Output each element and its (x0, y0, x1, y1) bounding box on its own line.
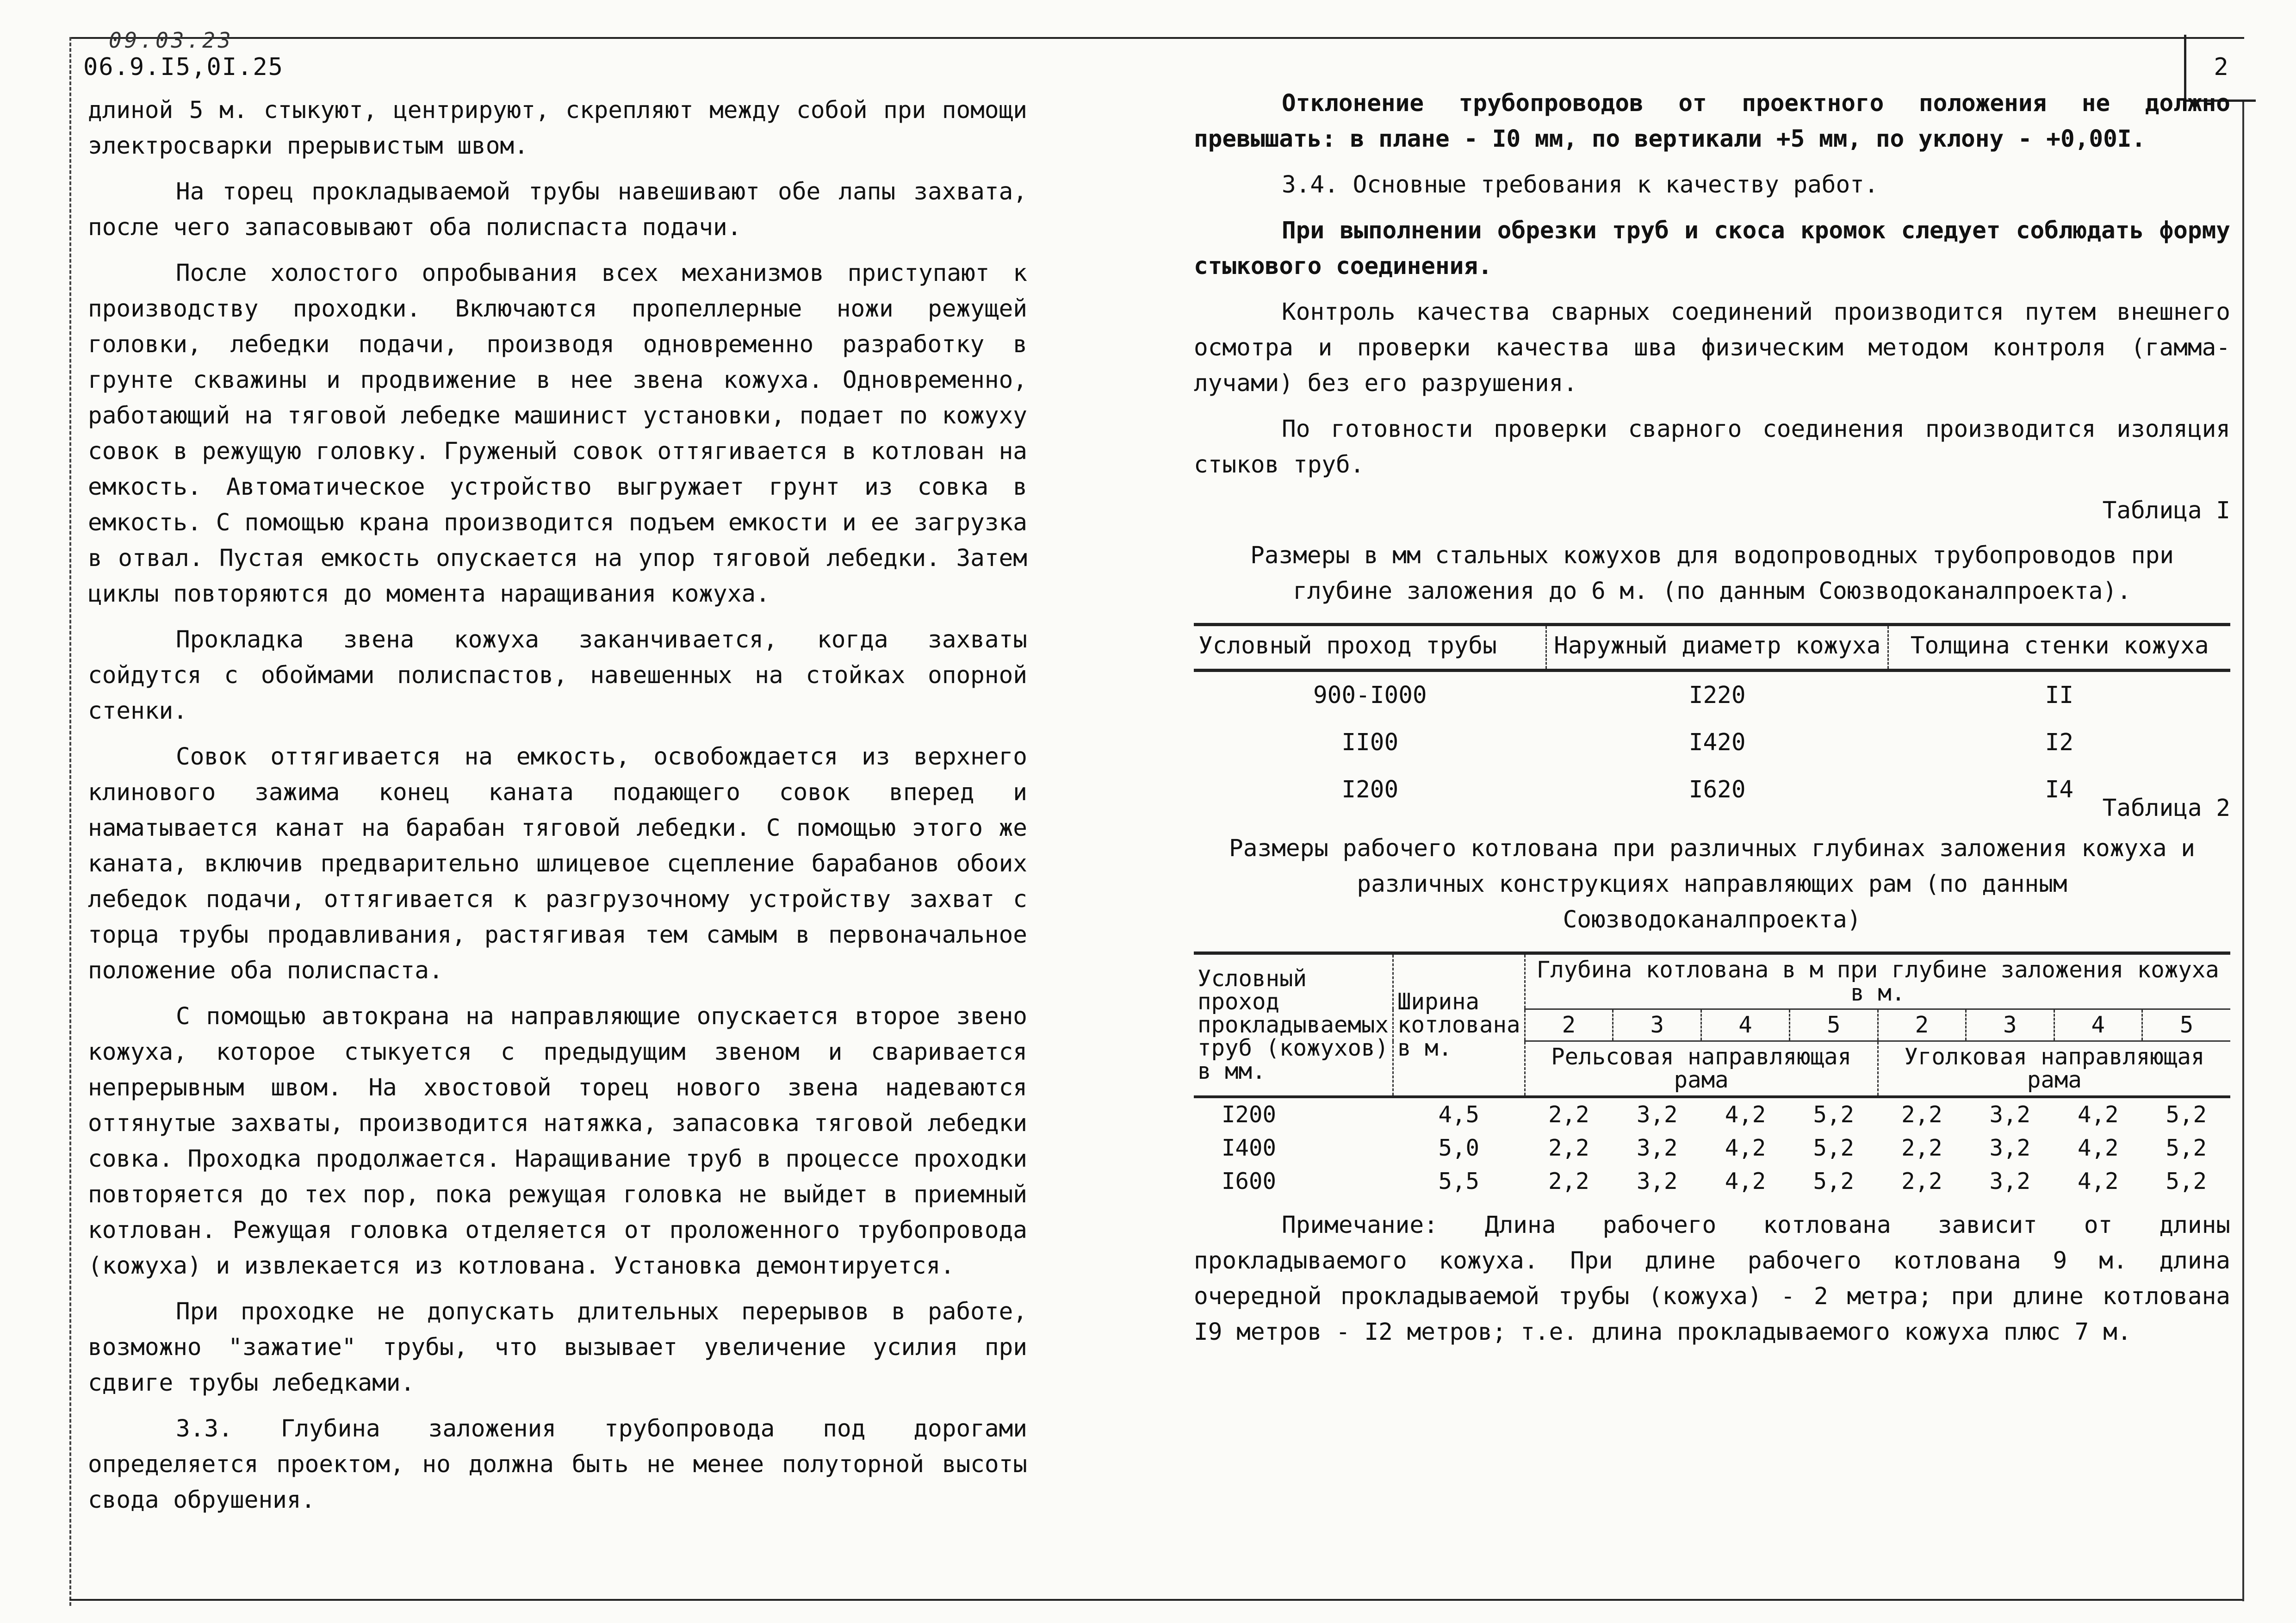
table2-header-diameter: Условный проход прокладываемых труб (кожухов) в мм. (1194, 953, 1393, 1097)
table-cell: 3,2 (1636, 1135, 1678, 1161)
paragraph: На торец прокладываемой трубы навешивают обе лапы захвата, после чего запасовывают оба полиспаста подачи. (88, 178, 1027, 241)
table-cell: I4 (2045, 776, 2074, 803)
table2-label: Таблица 2 (2102, 795, 2230, 822)
frame-top-line (69, 37, 2244, 39)
depth-header: 2 (1525, 1009, 1613, 1041)
table-cell: 2,2 (1901, 1168, 1942, 1194)
left-text-column (88, 93, 1027, 1528)
paragraph: После холостого опробывания всех механизмов приступают к производству проходки. Включаются пропеллерные ножи режущей головки, лебедки подачи, производя одновременно разработку в грунте скважины и продвижение в нее звена кожуха. Одновременно, работающий на тяговой лебедке машинист установки, подает по кожуху совок в режущую головку. Груженый совок оттягивается в котлован на емкость. Автоматическое устройство выгружает грунт из совка в емкость. С помощью крана производится подъем емкости и ее загрузка в отвал. Пустая емкость опускается на упор тяговой лебедки. Затем циклы повторяются до момента наращивания кожуха. (88, 260, 1027, 608)
table-1 (1194, 623, 2230, 814)
table-cell: II (2045, 682, 2074, 709)
table-cell: 3,2 (1636, 1101, 1678, 1128)
frame-bottom-line (69, 1599, 2244, 1601)
table-cell: 2,2 (1901, 1101, 1942, 1128)
document-code: 06.9.I5,0I.25 (83, 53, 284, 81)
paragraph: По готовности проверки сварного соединения производится изоляция стыков труб. (1194, 416, 2230, 479)
table-cell: 5,2 (2166, 1135, 2207, 1161)
table-cell: 4,2 (1725, 1135, 1766, 1161)
table1-header-cell: Наружный диаметр кожуха (1546, 625, 1888, 671)
table-cell: I400 (1222, 1135, 1277, 1161)
table-cell: I420 (1688, 729, 1746, 756)
table-row (1194, 719, 2230, 766)
section-3-4-heading: 3.4. Основные требования к качеству работ. (1282, 171, 1879, 199)
paragraph: длиной 5 м. стыкуют, центрируют, скрепляют между собой при помощи электросварки прерывистым швом. (88, 97, 1027, 160)
paragraph: При выполнении обрезки труб и скоса кромок следует соблюдать форму стыкового соединения. (1194, 217, 2230, 280)
table-cell: 4,5 (1438, 1101, 1479, 1128)
frame-left-line (69, 37, 71, 1606)
table-cell: 4,2 (2077, 1101, 2119, 1128)
table-2 (1194, 951, 2230, 1198)
depth-header: 3 (1966, 1009, 2054, 1041)
table-cell: 2,2 (1548, 1135, 1589, 1161)
table-cell: 5,2 (1813, 1101, 1855, 1128)
table2-note: Примечание: Длина рабочего котлована зависит от длины прокладываемого кожуха. При длине рабочего котлована 9 м. длина очередной прокладываемой трубы (кожуха) - 2 метра; при длине котлована I9 метров - I2 метров; т.е. длина прокладываемого кожуха плюс 7 м. (1194, 1212, 2230, 1346)
table-cell: I220 (1688, 682, 1746, 709)
table-cell: 5,0 (1438, 1135, 1479, 1161)
table-cell: 4,2 (2077, 1135, 2119, 1161)
table-cell: I2 (2045, 729, 2074, 756)
page-number: 2 (2214, 53, 2228, 81)
depth-header: 4 (2054, 1009, 2142, 1041)
table-row (1194, 1165, 2230, 1198)
depth-header: 4 (1701, 1009, 1790, 1041)
table-cell: I200 (1341, 776, 1399, 803)
table2-header-depth-group: Глубина котлована в м при глубине заложения кожуха в м. (1525, 953, 2230, 1009)
table2-header-width: Ширина котлована в м. (1393, 953, 1525, 1097)
depth-header: 2 (1878, 1009, 1966, 1041)
table-cell: 2,2 (1548, 1168, 1589, 1194)
table-cell: 2,2 (1548, 1101, 1589, 1128)
table-row (1194, 1097, 2230, 1132)
rail-frame-header: Рельсовая направляющая рама (1525, 1041, 1878, 1097)
depth-header: 5 (2142, 1009, 2230, 1041)
table-cell: 4,2 (2077, 1168, 2119, 1194)
section-3-3-paragraph: 3.3. Глубина заложения трубопровода под дорогами определяется проектом, но должна быть не менее полуторной высоты свода обрушения. (88, 1415, 1027, 1514)
table-cell: 3,2 (1636, 1168, 1678, 1194)
deviation-paragraph: Отклонение трубопроводов от проектного положения не должно превышать: в плане - I0 мм, по вертикали +5 мм, по уклону - +0,00I. (1194, 90, 2230, 153)
table1-caption: Размеры в мм стальных кожухов для водопроводных трубопроводов при глубине заложения до 6 м. (по данным Союзводоканалпроекта). (1250, 542, 2174, 605)
table-cell: 4,2 (1725, 1168, 1766, 1194)
table-cell: I620 (1688, 776, 1746, 803)
document-date: 09.03.23 (109, 28, 234, 53)
table-cell: II00 (1341, 729, 1399, 756)
table-cell: 5,5 (1438, 1168, 1479, 1194)
table-cell: 5,2 (2166, 1168, 2207, 1194)
paragraph: При проходке не допускать длительных перерывов в работе, возможно "зажатие" трубы, что вызывает увеличение усилия при сдвиге трубы лебедками. (88, 1298, 1027, 1397)
table-cell: 3,2 (1989, 1101, 2031, 1128)
table-cell: 3,2 (1989, 1168, 2031, 1194)
paragraph: Совок оттягивается на емкость, освобождается из верхнего клинового зажима конец каната подающего совок вперед и наматывается канат на барабан тяговой лебедки. С помощью этого же каната, включив предварительно шлицевое сцепление барабанов обоих лебедок подачи, оттягивается к разгрузочному устройству захват с торца трубы продавливания, растягивая тем самым в первоначальное положение оба полиспаста. (88, 743, 1027, 984)
paragraph: Контроль качества сварных соединений производится путем внешнего осмотра и проверки качества шва физическим методом контроля (гамма-лучами) без его разрушения. (1194, 298, 2230, 397)
table-cell: 2,2 (1901, 1135, 1942, 1161)
frame-right-line (2242, 102, 2244, 1601)
table-row (1194, 1132, 2230, 1165)
table-cell: I600 (1222, 1168, 1277, 1194)
table1-header-cell: Толщина стенки кожуха (1888, 625, 2230, 671)
table1-label: Таблица I (2102, 497, 2230, 524)
table-cell: 5,2 (1813, 1168, 1855, 1194)
depth-header: 3 (1613, 1009, 1701, 1041)
paragraph: Прокладка звена кожуха заканчивается, когда захваты сойдутся с обоймами полиспастов, навешенных на стойках опорной стенки. (88, 626, 1027, 725)
paragraph: С помощью автокрана на направляющие опускается второе звено кожуха, которое стыкуется с предыдущим звеном и сваривается непрерывным швом. На хвостовой торец нового звена надеваются оттянутые захваты, производится натяжка, запасовка тяговой лебедки совка. Проходка продолжается. Наращивание труб в процессе проходки повторяется до тех пор, пока режущая головка не выйдет в приемный котлован. Режущая головка отделяется от проложенного трубопровода (кожуха) и извлекается из котлована. Установка демонтируется. (88, 1003, 1027, 1280)
table-cell: 4,2 (1725, 1101, 1766, 1128)
angle-frame-header: Уголковая направляющая рама (1878, 1041, 2230, 1097)
table1-header-cell: Условный проход трубы (1194, 625, 1546, 671)
table-cell: 5,2 (2166, 1101, 2207, 1128)
table-cell: 900-I000 (1313, 682, 1427, 709)
table-row (1194, 671, 2230, 720)
right-text-column (1194, 86, 2230, 1360)
table-cell: 5,2 (1813, 1135, 1855, 1161)
table-cell: I200 (1222, 1101, 1277, 1128)
table2-caption: Размеры рабочего котлована при различных глубинах заложения кожуха и различных конструкциях направляющих рам (по данным Союзводоканалпроекта) (1229, 835, 2195, 933)
table-cell: 3,2 (1989, 1135, 2031, 1161)
depth-header: 5 (1789, 1009, 1878, 1041)
